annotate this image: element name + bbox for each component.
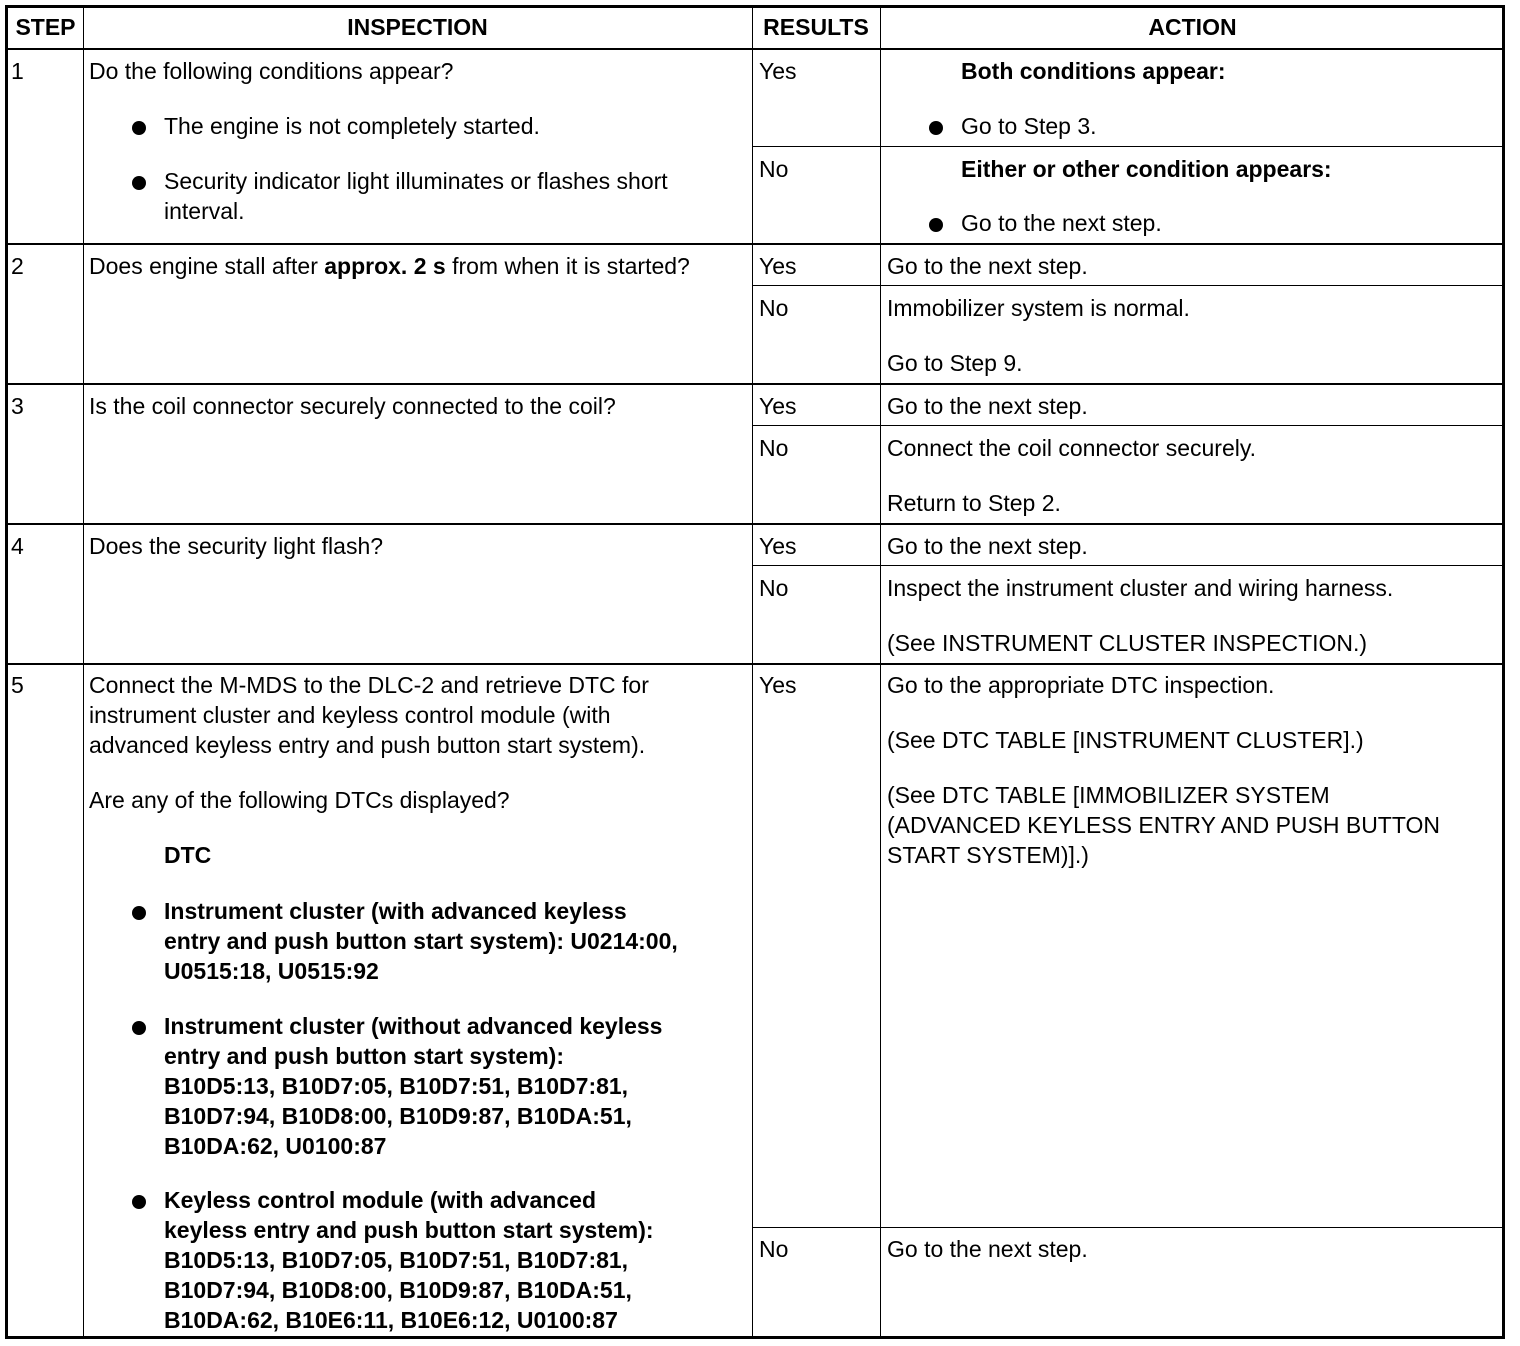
result-divider	[752, 285, 1502, 286]
inspection-text: Are any of the following DTCs displayed?	[89, 787, 510, 813]
step-number: 1	[11, 58, 24, 84]
result-no: No	[759, 295, 789, 321]
action-text: (ADVANCED KEYLESS ENTRY AND PUSH BUTTON	[887, 812, 1440, 838]
result-yes: Yes	[759, 533, 797, 559]
result-divider	[752, 425, 1502, 426]
step-number: 4	[11, 533, 24, 559]
bullet-icon	[132, 1021, 146, 1035]
column-divider	[752, 8, 753, 1336]
header-divider	[8, 48, 1502, 50]
dtc-bullet: U0515:18, U0515:92	[164, 958, 379, 984]
action-heading: Either or other condition appears:	[961, 156, 1332, 182]
action-heading: Both conditions appear:	[961, 58, 1226, 84]
step-number: 2	[11, 253, 24, 279]
action-text: Connect the coil connector securely.	[887, 435, 1257, 461]
dtc-bullet: B10DA:62, B10E6:11, B10E6:12, U0100:87	[164, 1307, 618, 1333]
bullet-icon	[132, 906, 146, 920]
action-text: Go to the next step.	[887, 1236, 1088, 1262]
bullet-icon	[132, 1195, 146, 1209]
inspection-text: Is the coil connector securely connected to the coil?	[89, 393, 616, 419]
result-yes: Yes	[759, 253, 797, 279]
row-divider	[8, 383, 1502, 385]
row-divider	[8, 523, 1502, 525]
dtc-bullet: B10D5:13, B10D7:05, B10D7:51, B10D7:81,	[164, 1247, 629, 1273]
bullet-icon	[929, 218, 943, 232]
row-divider	[8, 663, 1502, 665]
result-divider	[752, 146, 1502, 147]
action-text: Return to Step 2.	[887, 490, 1061, 516]
dtc-bullet: B10DA:62, U0100:87	[164, 1133, 387, 1159]
inspection-bullet: interval.	[164, 198, 245, 224]
inspection-text: Does engine stall after approx. 2 s from when it is started?	[89, 253, 690, 279]
dtc-heading: DTC	[164, 842, 212, 868]
action-text: (See DTC TABLE [IMMOBILIZER SYSTEM	[887, 782, 1330, 808]
result-yes: Yes	[759, 393, 797, 419]
step-number: 5	[11, 672, 24, 698]
action-text: Go to the next step.	[887, 533, 1088, 559]
dtc-bullet: Keyless control module (with advanced	[164, 1187, 596, 1213]
dtc-bullet: entry and push button start system):	[164, 1043, 564, 1069]
inspection-text: Do the following conditions appear?	[89, 58, 454, 84]
inspection-text: Connect the M-MDS to the DLC-2 and retrieve DTC for	[89, 672, 649, 698]
inspection-bullet: Security indicator light illuminates or flashes short	[164, 168, 668, 194]
bullet-icon	[132, 176, 146, 190]
header-inspection: INSPECTION	[347, 14, 488, 40]
dtc-bullet: B10D7:94, B10D8:00, B10D9:87, B10DA:51,	[164, 1103, 632, 1129]
result-divider	[752, 1227, 1502, 1228]
bullet-icon	[132, 121, 146, 135]
result-no: No	[759, 575, 789, 601]
action-text: START SYSTEM)].)	[887, 842, 1089, 868]
action-text: Go to the next step.	[887, 393, 1088, 419]
inspection-bullet: The engine is not completely started.	[164, 113, 540, 139]
action-text: Go to Step 9.	[887, 350, 1023, 376]
header-step: STEP	[15, 14, 76, 40]
troubleshooting-table	[5, 5, 1505, 1339]
step-number: 3	[11, 393, 24, 419]
dtc-bullet: entry and push button start system): U0214:00,	[164, 928, 678, 954]
dtc-bullet: B10D5:13, B10D7:05, B10D7:51, B10D7:81,	[164, 1073, 629, 1099]
column-divider	[880, 8, 881, 1336]
inspection-text: advanced keyless entry and push button start system).	[89, 732, 646, 758]
row-divider	[8, 243, 1502, 245]
result-divider	[752, 565, 1502, 566]
action-text: Go to the appropriate DTC inspection.	[887, 672, 1275, 698]
dtc-bullet: Instrument cluster (without advanced keyless	[164, 1013, 663, 1039]
inspection-text: Does the security light flash?	[89, 533, 384, 559]
result-no: No	[759, 1236, 789, 1262]
action-bullet: Go to Step 3.	[961, 113, 1097, 139]
dtc-bullet: Instrument cluster (with advanced keyless	[164, 898, 627, 924]
result-no: No	[759, 435, 789, 461]
result-yes: Yes	[759, 58, 797, 84]
inspection-text: instrument cluster and keyless control module (with	[89, 702, 611, 728]
result-no: No	[759, 156, 789, 182]
action-text: (See DTC TABLE [INSTRUMENT CLUSTER].)	[887, 727, 1364, 753]
header-results: RESULTS	[763, 14, 869, 40]
dtc-bullet: keyless entry and push button start system):	[164, 1217, 654, 1243]
header-action: ACTION	[1148, 14, 1237, 40]
bullet-icon	[929, 121, 943, 135]
action-bullet: Go to the next step.	[961, 210, 1162, 236]
action-text: Go to the next step.	[887, 253, 1088, 279]
result-yes: Yes	[759, 672, 797, 698]
column-divider	[83, 8, 84, 1336]
dtc-bullet: B10D7:94, B10D8:00, B10D9:87, B10DA:51,	[164, 1277, 632, 1303]
action-text: (See INSTRUMENT CLUSTER INSPECTION.)	[887, 630, 1368, 656]
action-text: Inspect the instrument cluster and wiring harness.	[887, 575, 1394, 601]
action-text: Immobilizer system is normal.	[887, 295, 1190, 321]
